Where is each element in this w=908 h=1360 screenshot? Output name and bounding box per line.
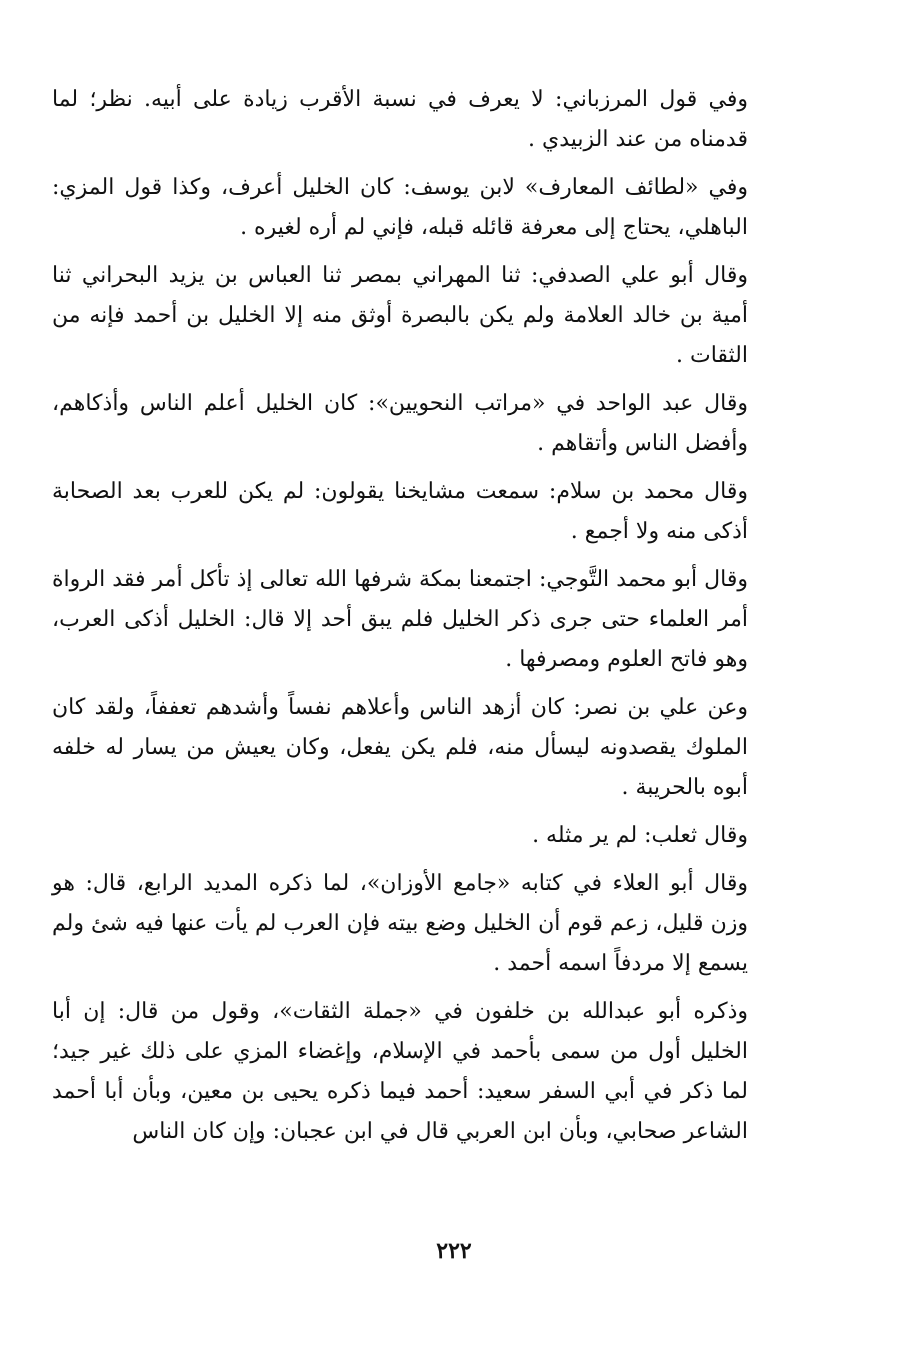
paragraph-5: وقال محمد بن سلام: سمعت مشايخنا يقولون: لم يكن للعرب بعد الصحابة أذكى منه ولا أجمع .: [52, 479, 748, 544]
paragraph-6: وقال أبو محمد التَّوجي: اجتمعنا بمكة شرفها الله تعالى إذ تأكل أمر فقد الرواة أمر العلماء حتى جرى ذكر الخليل فلم يبق أحد إلا قال: الخليل أذكى العرب، وهو فاتح العلوم ومصرفها .: [52, 567, 748, 672]
paragraph-3: وقال أبو علي الصدفي: ثنا المهراني بمصر ثنا العباس بن يزيد البحراني ثنا أمية بن خالد العلامة ولم يكن بالبصرة أوثق منه إلا الخليل بن أحمد فإنه من الثقات .: [52, 263, 748, 368]
paragraph-9: وقال أبو العلاء في كتابه «جامع الأوزان»، لما ذكره المديد الرابع، قال: هو وزن قليل، زعم قوم أن الخليل وضع بيته فإن العرب لم يأت عنها فيه شئ ولم يسمع إلا مردفاً اسمه أحمد .: [52, 871, 748, 976]
paragraph-7: وعن علي بن نصر: كان أزهد الناس وأعلاهم نفساً وأشدهم تعففاً، ولقد كان الملوك يقصدونه ليسأل منه، فلم يكن يفعل، وكان يعيش من يسار له خلفه أبوه بالحريبة .: [52, 695, 748, 800]
paragraph-2: وفي «لطائف المعارف» لابن يوسف: كان الخليل أعرف، وكذا قول المزي: الباهلي، يحتاج إلى معرفة قائله قبله، فإني لم أره لغيره .: [52, 175, 748, 240]
page-body: [52, 80, 748, 1160]
paragraph-10: وذكره أبو عبدالله بن خلفون في «جملة الثقات»، وقول من قال: إن أبا الخليل أول من سمى بأحمد في الإسلام، وإغضاء المزي على ذلك غير جيد؛ لما ذكر في أبي السفر سعيد: أحمد فيما ذكره يحيى بن معين، وبأن أبا أحمد الشاعر صحابي، وبأن ابن العربي قال في ابن عجبان: وإن كان الناس: [52, 999, 748, 1144]
paragraph-8: وقال ثعلب: لم ير مثله .: [532, 823, 748, 848]
page-number: ٢٢٢: [436, 1238, 472, 1264]
paragraph-1: وفي قول المرزباني: لا يعرف في نسبة الأقرب زيادة على أبيه. نظر؛ لما قدمناه من عند الزبيدي .: [52, 87, 748, 152]
paragraph-4: وقال عبد الواحد في «مراتب النحويين»: كان الخليل أعلم الناس وأذكاهم، وأفضل الناس وأتقاهم .: [52, 391, 748, 456]
